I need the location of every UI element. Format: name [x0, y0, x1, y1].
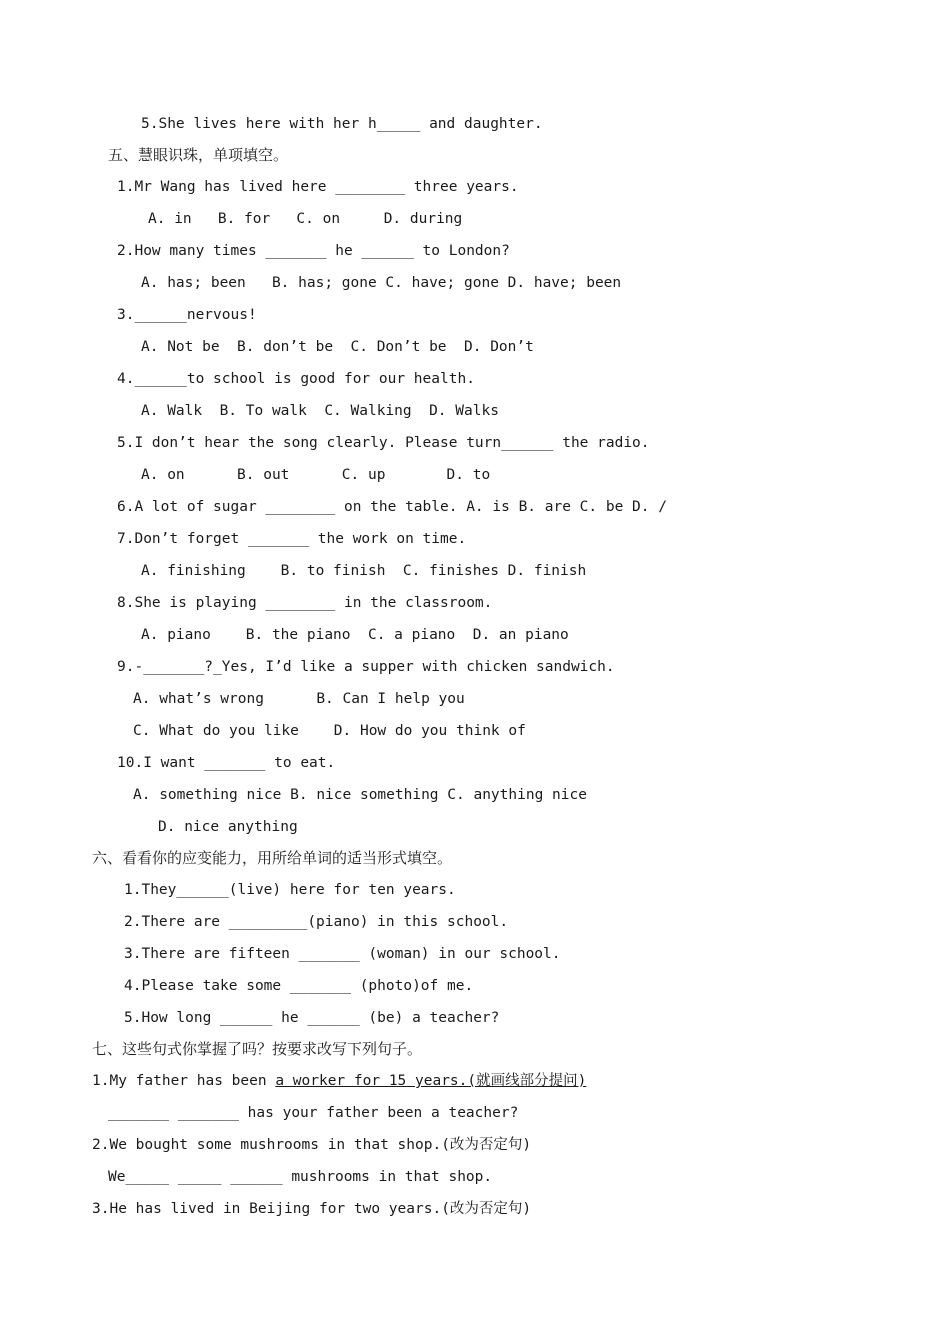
- section-heading: 五、慧眼识珠，单项填空。: [108, 146, 289, 164]
- options-line: A. Walk B. To walk C. Walking D. Walks: [141, 403, 499, 419]
- rewrite-answer-2: We_____ _____ ______ mushrooms in that shop.: [108, 1169, 493, 1185]
- section-heading: 六、看看你的应变能力，用所给单词的适当形式填空。: [92, 849, 453, 867]
- options-line: A. in B. for C. on D. during: [148, 211, 463, 227]
- underlined-phrase: a worker for 15 years.(就画线部分提问): [275, 1073, 587, 1089]
- rewrite-question-2: 2.We bought some mushrooms in that shop.(改为否定句): [92, 1137, 532, 1153]
- options-line: A. piano B. the piano C. a piano D. an piano: [141, 627, 569, 643]
- question-line: 5.She lives here with her h_____ and daughter.: [141, 116, 543, 132]
- options-line: D. nice anything: [158, 819, 298, 835]
- rewrite-question-1: [92, 1071, 586, 1091]
- options-line: A. has; been B. has; gone C. have; gone D. have; been: [141, 275, 622, 291]
- question-line: 9.-_______?_Yes, I’d like a supper with chicken sandwich.: [117, 659, 615, 675]
- rewrite-answer-1: _______ _______ has your father been a teacher?: [108, 1105, 519, 1121]
- section-heading: 七、这些句式你掌握了吗？按要求改写下列句子。: [92, 1040, 423, 1058]
- options-line: A. finishing B. to finish C. finishes D. finish: [141, 563, 587, 579]
- options-line: A. on B. out C. up D. to: [141, 467, 491, 483]
- rewrite-q1-prefix: 1.My father has been: [92, 1073, 276, 1089]
- question-line: 4.______to school is good for our health.: [117, 371, 475, 387]
- question-line: 1.They______(live) here for ten years.: [124, 882, 456, 898]
- options-line: A. something nice B. nice something C. anything nice: [133, 787, 587, 803]
- question-line: 3.______nervous!: [117, 307, 257, 323]
- question-line: 5.I don’t hear the song clearly. Please turn______ the radio.: [117, 435, 650, 451]
- question-line: 7.Don’t forget _______ the work on time.: [117, 531, 467, 547]
- options-line: A. Not be B. don’t be C. Don’t be D. Don’t: [141, 339, 534, 355]
- options-line: A. what’s wrong B. Can I help you: [133, 691, 465, 707]
- question-line: 8.She is playing ________ in the classroom.: [117, 595, 493, 611]
- question-line: 4.Please take some _______ (photo)of me.: [124, 978, 474, 994]
- question-line: 5.How long ______ he ______ (be) a teacher?: [124, 1010, 500, 1026]
- rewrite-question-3: 3.He has lived in Beijing for two years.(改为否定句): [92, 1201, 532, 1217]
- question-line: 10.I want _______ to eat.: [117, 755, 336, 771]
- question-line: 3.There are fifteen _______ (woman) in our school.: [124, 946, 561, 962]
- question-line: 2.There are _________(piano) in this school.: [124, 914, 509, 930]
- question-line: 1.Mr Wang has lived here ________ three years.: [117, 179, 519, 195]
- options-line: C. What do you like D. How do you think of: [133, 723, 526, 739]
- question-line: 6.A lot of sugar ________ on the table. A. is B. are C. be D. /: [117, 499, 667, 515]
- question-line: 2.How many times _______ he ______ to London?: [117, 243, 510, 259]
